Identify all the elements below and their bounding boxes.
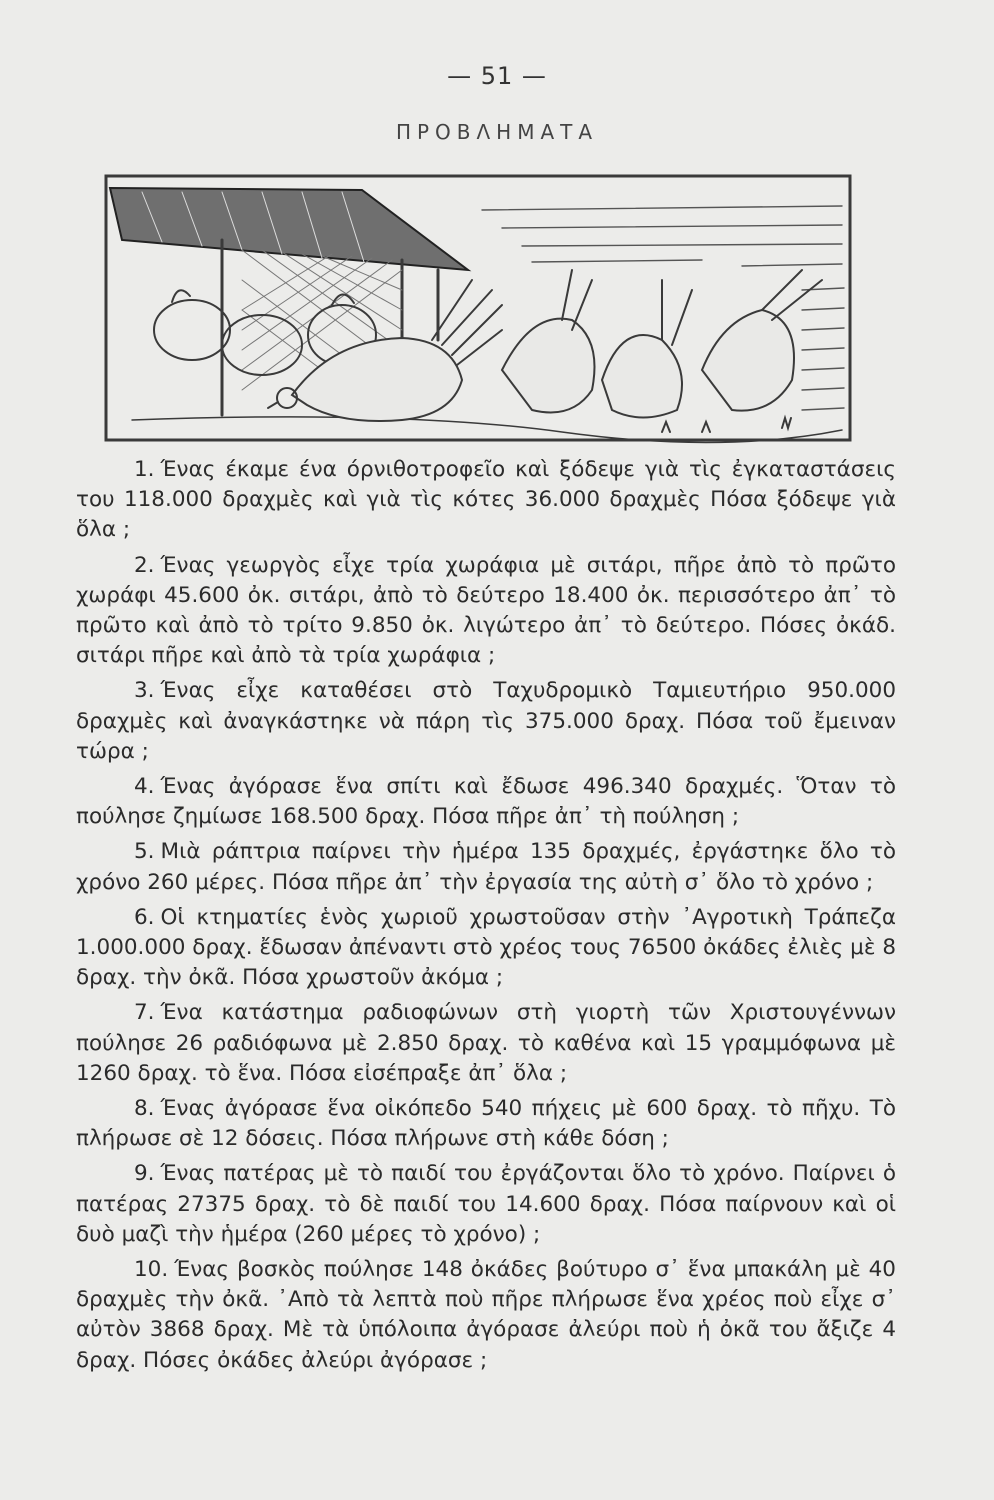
problem-number: 7. xyxy=(134,1000,155,1026)
problem-10 xyxy=(76,1255,896,1376)
problem-7 xyxy=(76,998,896,1089)
problem-text: Ένας ἀγόρασε ἕνα οἰκόπεδο 540 πήχεις μὲ 600 δραχ. τὸ πῆχυ. Τὸ πλήρωσε σὲ 12 δόσεις. Πόσα πλήρωνε στὴ κάθε δόση ; xyxy=(76,1096,896,1152)
problem-text: Ένας πατέρας μὲ τὸ παιδί του ἐργάζονται ὅλο τὸ χρόνο. Παίρνει ὁ πατέρας 27375 δραχ. τὸ δὲ παιδί του 14.600 δραχ. Πόσα παίρνουν καὶ οἱ δυὸ μαζὶ τὴν ἡμέρα (260 μέρες τὸ χρόνο) ; xyxy=(76,1161,896,1247)
page-number: — 51 — xyxy=(447,62,547,90)
problem-6 xyxy=(76,903,896,994)
problem-9 xyxy=(76,1159,896,1250)
problem-3 xyxy=(76,676,896,767)
problem-4 xyxy=(76,772,896,832)
chicken-coop-illustration xyxy=(102,170,854,448)
problem-5 xyxy=(76,837,896,897)
problem-text: Ένα κατάστημα ραδιοφώνων στὴ γιορτὴ τῶν Χριστουγέννων πούλησε 26 ραδιόφωνα μὲ 2.850 δραχ. τὸ καθένα καὶ 15 γραμμόφωνα μὲ 1260 δραχ. τὸ ἕνα. Πόσα εἰσέπραξε ἀπ᾽ ὅλα ; xyxy=(76,1000,896,1086)
problem-8 xyxy=(76,1094,896,1154)
problems-list xyxy=(76,455,896,1381)
problem-number: 9. xyxy=(134,1161,155,1187)
problem-1 xyxy=(76,455,896,546)
problem-2 xyxy=(76,551,896,672)
problem-number: 10. xyxy=(134,1257,169,1283)
problem-text: Οἱ κτηματίες ἑνὸς χωριοῦ χρωστοῦσαν στὴν ᾿Αγροτικὴ Τράπεζα 1.000.000 δραχ. ἔδωσαν ἀπέναντι στὸ χρέος τους 76500 ὀκάδες ἐλιὲς μὲ 8 δραχ. τὴν ὀκᾶ. Πόσα χρωστοῦν ἀκόμα ; xyxy=(76,904,896,991)
problem-text: Ένας γεωργὸς εἶχε τρία χωράφια μὲ σιτάρι, πῆρε ἀπὸ τὸ πρῶτο χωράφι 45.600 ὀκ. σιτάρι, ἀπὸ τὸ δεύτερο 18.400 ὀκ. περισσότερο ἀπ᾽ τὸ πρῶτο καὶ ἀπὸ τὸ τρίτο 9.850 ὀκ. λιγώτερο ἀπ᾽ τὸ δεύτερο. Πόσες ὀκάδ. σιτάρι πῆρε καὶ ἀπὸ τὰ τρία χωράφια ; xyxy=(76,552,896,669)
problem-text: Μιὰ ράπτρια παίρνει τὴν ἡμέρα 135 δραχμές, ἐργάστηκε ὅλο τὸ χρόνο 260 μέρες. Πόσα πῆρε ἀπ᾽ τὴν ἐργασία της αὐτὴ σ᾽ ὅλο τὸ χρόνο ; xyxy=(76,839,896,895)
problem-text: Ένας εἶχε καταθέσει στὸ Ταχυδρομικὸ Ταμιευτήριο 950.000 δραχμὲς καὶ ἀναγκάστηκε νὰ πάρη τὶς 375.000 δραχ. Πόσα τοῦ ἔμειναν τώρα ; xyxy=(76,678,896,764)
problem-text: Ένας ἀγόρασε ἕνα σπίτι καὶ ἔδωσε 496.340 δραχμές. Ὅταν τὸ πούλησε ζημίωσε 168.500 δραχ. Πόσα πῆρε ἀπ᾽ τὴ πούληση ; xyxy=(76,774,896,830)
problem-number: 2. xyxy=(134,552,155,578)
problem-number: 6. xyxy=(134,904,155,930)
section-title: ΠΡΟΒΛΗΜΑΤΑ xyxy=(395,120,599,144)
problem-number: 5. xyxy=(134,839,155,865)
problem-text: Ένας έκαμε ένα όρνιθοτροφεῖο καὶ ξόδεψε γιὰ τὶς ἐγκαταστάσεις του 118.000 δραχμὲς καὶ γιὰ τὶς κότες 36.000 δραχμὲς Πόσα ξόδεψε γιὰ ὅλα ; xyxy=(76,457,896,543)
problem-number: 4. xyxy=(134,774,155,800)
problem-text: Ένας βοσκὸς πούλησε 148 ὀκάδες βούτυρο σ᾽ ἕνα μπακάλη μὲ 40 δραχμὲς τὴν ὀκᾶ. ᾿Απὸ τὰ λεπτὰ ποὺ πῆρε πλήρωσε ἕνα χρέος ποὺ εἶχε σ᾽ αὐτὸν 3868 δραχ. Μὲ τὰ ὑπόλοιπα ἀγόρασε ἀλεύρι ποὺ ἡ ὀκᾶ του ἄξιζε 4 δραχ. Πόσες ὀκάδες ἀλεύρι ἀγόρασε ; xyxy=(76,1257,896,1373)
problem-number: 3. xyxy=(134,678,155,704)
problem-number: 1. xyxy=(134,457,155,482)
problem-number: 8. xyxy=(134,1096,155,1122)
